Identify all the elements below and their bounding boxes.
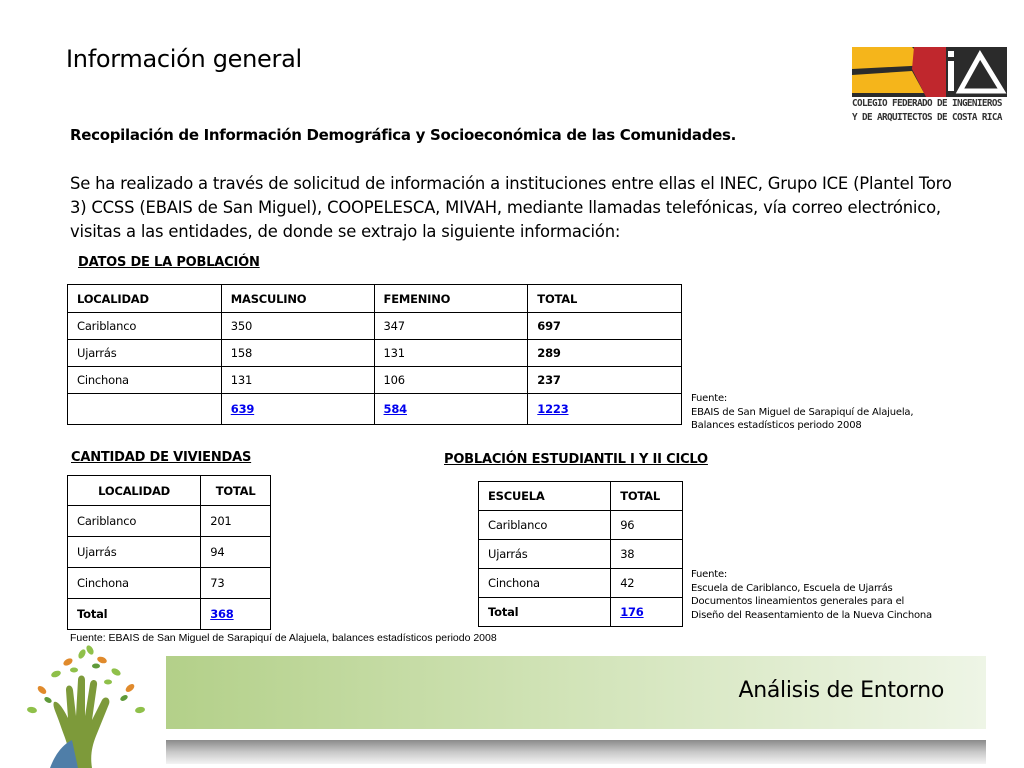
table-total-row: [68, 394, 682, 425]
table-cell: [528, 394, 682, 425]
viviendas-heading: CANTIDAD DE VIVIENDAS: [71, 450, 252, 465]
table-cell: [68, 394, 222, 425]
page-title: Información general: [66, 45, 302, 73]
cfia-logo: [852, 47, 1007, 137]
table-row: [68, 506, 271, 537]
table-cell: 73: [201, 568, 271, 599]
table-total-row: [479, 598, 683, 627]
table-header-cell: LOCALIDAD: [68, 285, 222, 313]
table-cell: Ujarrás: [68, 537, 201, 568]
table-cell: Cinchona: [68, 367, 222, 394]
table-cell: 350: [221, 313, 374, 340]
table-cell: [611, 598, 683, 627]
source-line: EBAIS de San Miguel de Sarapiquí de Alajuela,: [691, 406, 914, 418]
source-line: Escuela de Cariblanco, Escuela de Ujarrás: [691, 582, 893, 594]
table-header-cell: TOTAL: [201, 476, 271, 506]
table-cell: 201: [201, 506, 271, 537]
poblacion-heading: DATOS DE LA POBLACIÓN: [78, 255, 260, 270]
footer-shadow: [166, 740, 986, 764]
table-cell: 106: [374, 367, 528, 394]
table-cell: Ujarrás: [479, 540, 611, 569]
viviendas-table: [67, 475, 271, 630]
table-row: [479, 540, 683, 569]
subtitle: Recopilación de Información Demográfica y Socioeconómica de las Comunidades.: [70, 126, 737, 144]
table-cell: 38: [611, 540, 683, 569]
table-header-cell: MASCULINO: [221, 285, 374, 313]
cfia-logo-mark: [852, 47, 1007, 97]
table-cell: Cariblanco: [479, 511, 611, 540]
table-cell: 697: [528, 313, 682, 340]
table-total-row: [68, 599, 271, 630]
table-cell: 131: [221, 367, 374, 394]
table-cell: Cinchona: [68, 568, 201, 599]
table-cell: 131: [374, 340, 528, 367]
table-cell: Ujarrás: [68, 340, 222, 367]
table-cell: Total: [479, 598, 611, 627]
table-cell: 347: [374, 313, 528, 340]
table-header-row: [68, 285, 682, 313]
table-row: [479, 511, 683, 540]
table-cell: Cinchona: [479, 569, 611, 598]
table-row: [479, 569, 683, 598]
table-header-cell: FEMENINO: [374, 285, 528, 313]
total-link-masculino[interactable]: 639: [230, 402, 255, 416]
table-cell: [221, 394, 374, 425]
footer-band: [166, 656, 986, 729]
table-row: [68, 313, 682, 340]
source-line: Documentos lineamientos generales para el: [691, 596, 905, 607]
table-header-cell: ESCUELA: [479, 482, 611, 511]
table-cell: 289: [528, 340, 682, 367]
table-cell: 42: [611, 569, 683, 598]
table-cell: [201, 599, 271, 630]
poblacion-table: [67, 284, 682, 425]
table-header-row: [479, 482, 683, 511]
table-row: [68, 340, 682, 367]
footer-title: Análisis de Entorno: [738, 678, 944, 703]
total-link-femenino[interactable]: 584: [383, 402, 407, 416]
table-cell: 158: [221, 340, 374, 367]
viviendas-source: Fuente: EBAIS de San Miguel de Sarapiquí de Alajuela, balances estadísticos periodo 2008: [70, 632, 497, 644]
source-line: Diseño del Reasentamiento de la Nueva Cinchona: [691, 609, 932, 621]
source-line: Fuente:: [691, 393, 728, 404]
table-row: [68, 367, 682, 394]
table-cell: Cariblanco: [68, 313, 222, 340]
logo-line-2: Y DE ARQUITECTOS DE COSTA RICA: [852, 112, 1002, 123]
table-header-cell: TOTAL: [611, 482, 683, 511]
table-cell: 94: [201, 537, 271, 568]
table-header-cell: LOCALIDAD: [68, 476, 201, 506]
total-link-estudiantil[interactable]: 176: [620, 605, 644, 619]
source-line: Fuente:: [691, 569, 728, 580]
total-link-total[interactable]: 1223: [537, 402, 569, 416]
logo-line-1: COLEGIO FEDERADO DE INGENIEROS: [852, 98, 1002, 109]
total-link-viviendas[interactable]: 368: [210, 607, 234, 621]
estudiantil-source: [691, 568, 932, 622]
table-row: [68, 537, 271, 568]
table-header-row: [68, 476, 271, 506]
estudiantil-table: [478, 481, 683, 627]
table-cell: Cariblanco: [68, 506, 201, 537]
poblacion-source: [691, 392, 913, 433]
logo-text: [852, 97, 1007, 125]
table-cell: 237: [528, 367, 682, 394]
intro-paragraph: Se ha realizado a través de solicitud de información a instituciones entre ellas el INEC, Grupo ICE (Plantel Toro 3) CCSS (EBAIS de San Miguel), COOPELESCA, MIVAH, mediante llamadas telefónicas, vía correo electrónico, visitas a las entidades, de donde se extrajo la siguiente información:: [70, 174, 952, 241]
tree-hand-icon: [12, 640, 162, 768]
table-cell: [374, 394, 528, 425]
table-cell: Total: [68, 599, 201, 630]
table-header-cell: TOTAL: [528, 285, 682, 313]
source-line: Balances estadísticos periodo 2008: [691, 420, 862, 431]
table-cell: 96: [611, 511, 683, 540]
table-row: [68, 568, 271, 599]
estudiantil-heading: POBLACIÓN ESTUDIANTIL I Y II CICLO: [444, 452, 708, 467]
